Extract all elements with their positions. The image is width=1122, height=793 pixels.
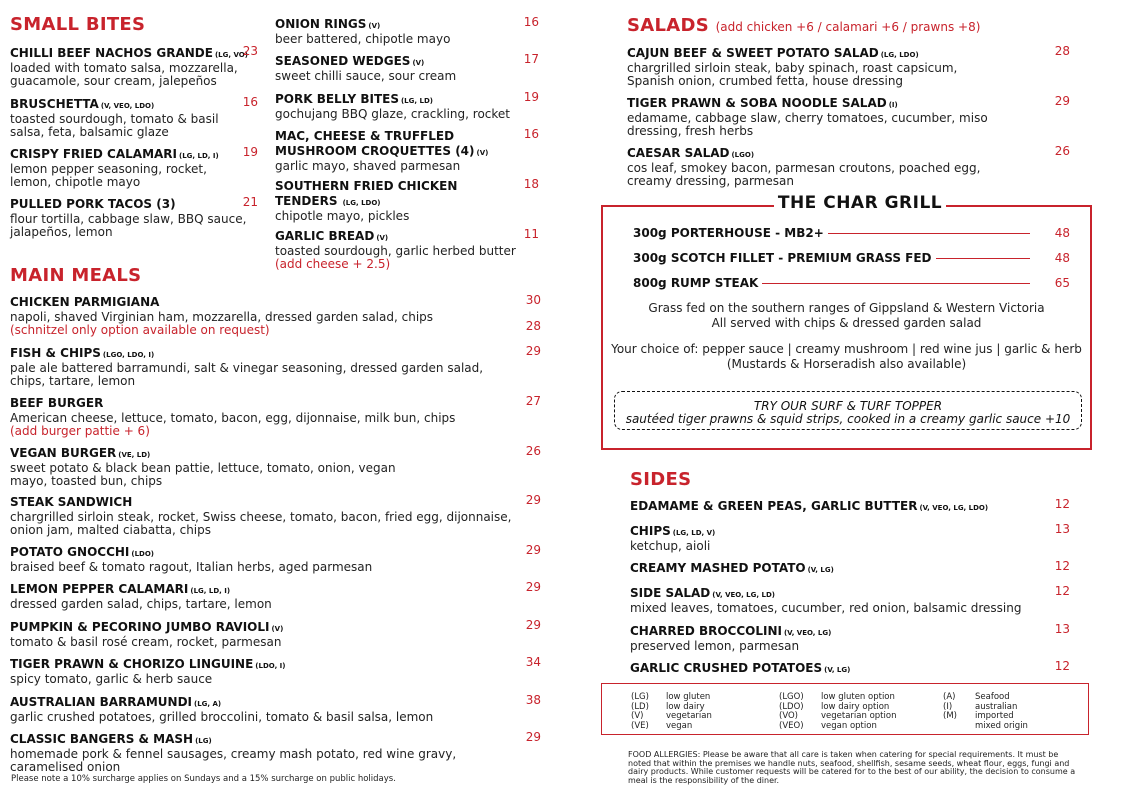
item-price: 29	[525, 618, 541, 632]
item-name: SOUTHERN FRIED CHICKEN TENDERS	[275, 179, 458, 208]
item-tags: (LG)	[195, 737, 212, 745]
item-name: CRISPY FRIED CALAMARI	[10, 147, 178, 161]
item-name: CAESAR SALAD	[627, 146, 730, 160]
item-price: 16	[523, 15, 539, 29]
item-tags: (LG, LDO)	[880, 51, 919, 59]
item-name: CHILLI BEEF NACHOS GRANDE	[10, 46, 213, 60]
item-description: spicy tomato, garlic & herb sauce	[10, 672, 213, 686]
legend-labels	[666, 693, 712, 731]
grill-info-line: All served with chips & dressed garden salad	[711, 316, 982, 330]
item-description: American cheese, lettuce, tomato, bacon, egg, dijonnaise, milk bun, chips	[10, 411, 456, 425]
item-tags: (LG, A)	[194, 700, 222, 708]
item-description: sweet potato & black bean pattie, lettuce, tomato, onion, vegan mayo, toasted bun, chips	[10, 461, 396, 488]
menu-item	[630, 498, 1070, 515]
item-price: 29	[525, 493, 541, 507]
menu-item	[630, 585, 1070, 615]
legend-labels	[821, 693, 896, 731]
item-description: chipotle mayo, pickles	[275, 209, 410, 223]
menu-item	[630, 523, 1070, 553]
menu-item	[10, 494, 541, 536]
item-name: CREAMY MASHED POTATO	[630, 561, 806, 575]
menu-item	[630, 560, 1070, 577]
legend-label: vegan option	[821, 720, 877, 731]
item-tags: (LG, LD, I)	[179, 152, 219, 160]
menu-item	[10, 96, 258, 138]
item-price: 29	[1054, 94, 1070, 108]
item-description: flour tortilla, cabbage slaw, BBQ sauce, jalapeños, lemon	[10, 212, 247, 239]
grill-sauce-line: Your choice of: pepper sauce | creamy mushroom | red wine jus | garlic & herb	[611, 342, 1082, 356]
item-tags: (LG, LD)	[400, 97, 433, 105]
item-tags: (V)	[376, 234, 389, 242]
item-description: tomato & basil rosé cream, rocket, parmesan	[10, 635, 282, 649]
item-description: preserved lemon, parmesan	[630, 639, 800, 653]
item-description: lemon pepper seasoning, rocket, lemon, chipotle mayo	[10, 162, 207, 189]
legend-codes	[631, 693, 649, 731]
legend-label: vegetarian	[666, 711, 712, 721]
item-tags: (V, VEO, LDO)	[100, 102, 155, 110]
item-name: VEGAN BURGER	[10, 446, 117, 460]
item-description: mixed leaves, tomatoes, cucumber, red onion, balsamic dressing	[630, 601, 1022, 615]
menu-item	[10, 656, 541, 686]
legend-label: mixed origin	[975, 720, 1028, 731]
item-price: 12	[1054, 559, 1070, 573]
grill-item-price: 65	[1054, 276, 1070, 290]
item-name: MAC, CHEESE & TRUFFLED MUSHROOM CROQUETTES (4)	[275, 129, 475, 158]
item-description: toasted sourdough, tomato & basil salsa, feta, balsamic glaze	[10, 112, 219, 139]
item-description: loaded with tomato salsa, mozzarella, guacamole, sour cream, jalepeños	[10, 61, 238, 88]
item-price: 26	[525, 444, 541, 458]
legend-code: (LG)	[631, 692, 649, 702]
legend-label: low dairy option	[821, 701, 890, 712]
section-title-main-meals: MAIN MEALS	[10, 265, 142, 286]
legend-code: (V)	[631, 711, 644, 721]
item-description: braised beef & tomato ragout, Italian herbs, aged parmesan	[10, 560, 373, 574]
item-price: 29	[525, 344, 541, 358]
grill-sauce-line: (Mustards & Horseradish also available)	[726, 357, 967, 371]
item-name: PORK BELLY BITES	[275, 92, 399, 106]
item-extra: (add burger pattie + 6)	[10, 423, 150, 438]
item-name: ONION RINGS	[275, 17, 367, 31]
topper-description: sautéed tiger prawns & squid strips, cooked in a creamy garlic sauce +10	[625, 411, 1071, 426]
menu-item	[10, 196, 258, 238]
legend-code: (VO)	[779, 711, 798, 721]
item-description: garlic mayo, shaved parmesan	[275, 159, 461, 173]
legend-label: low gluten option	[821, 692, 895, 702]
item-description: toasted sourdough, garlic herbed butter	[275, 244, 516, 258]
item-name: TIGER PRAWN & CHORIZO LINGUINE	[10, 657, 254, 671]
item-name: CLASSIC BANGERS & MASH	[10, 732, 194, 746]
item-price: 16	[523, 127, 539, 141]
menu-item	[275, 228, 539, 270]
legend-codes	[779, 693, 804, 731]
item-tags: (V)	[271, 625, 284, 633]
dietary-legend	[601, 683, 1089, 735]
item-tags: (V)	[412, 59, 425, 67]
item-description: sweet chilli sauce, sour cream	[275, 69, 457, 83]
grill-item-price: 48	[1054, 226, 1070, 240]
legend-code: (M)	[943, 711, 957, 721]
grill-info-line: Grass fed on the southern ranges of Gippsland & Western Victoria	[648, 301, 1045, 315]
item-price: 28	[1054, 44, 1070, 58]
item-tags: (LG, LD, I)	[190, 587, 231, 595]
surf-turf-topper-box	[614, 391, 1082, 430]
item-extra: (add cheese + 2.5)	[275, 256, 391, 271]
item-description: ketchup, aioli	[630, 539, 711, 553]
menu-item	[627, 45, 1070, 87]
item-description: homemade pork & fennel sausages, creamy mash potato, red wine gravy, caramelised onion	[10, 747, 457, 774]
char-grill-title: THE CHAR GRILL	[777, 193, 943, 213]
item-price: 29	[525, 580, 541, 594]
menu-item	[630, 660, 1070, 677]
grill-item-price: 48	[1054, 251, 1070, 265]
item-price: 18	[523, 177, 539, 191]
menu-item	[10, 694, 541, 724]
menu-item	[10, 731, 541, 773]
grill-item	[633, 251, 1070, 263]
legend-code: (LGO)	[779, 692, 804, 702]
item-tags: (LGO)	[731, 151, 755, 159]
item-name: GARLIC CRUSHED POTATOES	[630, 661, 823, 675]
menu-item	[275, 128, 539, 173]
item-name: EDAMAME & GREEN PEAS, GARLIC BUTTER	[630, 499, 918, 513]
legend-label: Seafood	[975, 692, 1010, 702]
item-name: GARLIC BREAD	[275, 229, 375, 243]
item-price: 23	[242, 44, 258, 58]
item-description: pale ale battered barramundi, salt & vinegar seasoning, dressed garden salad, chips, tartare, lemon	[10, 361, 484, 388]
item-price: 11	[523, 227, 539, 241]
legend-code: (A)	[943, 692, 956, 702]
surcharge-note: Please note a 10% surcharge applies on Sundays and a 15% surcharge on public holidays.	[11, 774, 396, 784]
legend-label: australian	[975, 701, 1018, 712]
item-price: 13	[1054, 522, 1070, 536]
item-name: BEEF BURGER	[10, 396, 104, 410]
item-price: 30	[525, 293, 541, 307]
legend-code: (LD)	[631, 701, 649, 712]
item-description: cos leaf, smokey bacon, parmesan croutons, poached egg, creamy dressing, parmesan	[627, 161, 981, 188]
char-grill-title-wrap	[774, 193, 946, 213]
item-price: 12	[1054, 659, 1070, 673]
legend-codes	[943, 693, 957, 722]
item-description: gochujang BBQ glaze, crackling, rocket	[275, 107, 511, 121]
item-price: 21	[242, 195, 258, 209]
item-name: CHARRED BROCCOLINI	[630, 624, 782, 638]
item-description: chargrilled sirloin steak, rocket, Swiss cheese, tomato, bacon, fried egg, dijonnaise, onion jam, malted ciabatta, chips	[10, 510, 512, 537]
menu-item	[10, 581, 541, 611]
item-name: CHIPS	[630, 524, 671, 538]
item-price: 29	[525, 730, 541, 744]
item-name: BRUSCHETTA	[10, 97, 99, 111]
item-description: edamame, cabbage slaw, cherry tomatoes, cucumber, miso dressing, fresh herbs	[627, 111, 988, 138]
item-description: dressed garden salad, chips, tartare, lemon	[10, 597, 272, 611]
menu-item	[10, 395, 541, 437]
grill-sourcing-info	[603, 301, 1090, 331]
item-tags: (LGO, LDO, I)	[102, 351, 155, 359]
item-tags: (LG, LD, V)	[672, 529, 716, 537]
grill-item	[633, 276, 1070, 288]
item-description: chargrilled sirloin steak, baby spinach, roast capsicum, Spanish onion, crumbed fetta, house dressing	[627, 61, 958, 88]
item-price: 19	[523, 90, 539, 104]
item-description: garlic crushed potatoes, grilled broccolini, tomato & basil salsa, lemon	[10, 710, 434, 724]
item-price: 12	[1054, 584, 1070, 598]
allergy-notice: FOOD ALLERGIES: Please be aware that all care is taken when catering for special requirements. It must be noted that within the premises we handle nuts, seafood, shellfish, sesame seeds, wheat flour, eggs, fungi and dairy products. While customer requests will be catered for to the best of our ability, the decision to consume a meal is the responsibility of the diner.	[628, 750, 1076, 785]
grill-item-name: 300g SCOTCH FILLET - PREMIUM GRASS FED	[633, 251, 936, 265]
item-tags: (I)	[888, 101, 898, 109]
item-description: napoli, shaved Virginian ham, mozzarella, dressed garden salad, chips	[10, 310, 434, 324]
menu-item	[627, 95, 1070, 137]
item-price-alt: 28	[525, 319, 541, 333]
item-name: STEAK SANDWICH	[10, 495, 133, 509]
item-tags: (V)	[368, 22, 381, 30]
item-tags: (V)	[476, 149, 489, 157]
item-tags: (LG, LDO)	[342, 199, 381, 207]
menu-item	[10, 445, 541, 487]
item-price: 16	[242, 95, 258, 109]
legend-code: (VEO)	[779, 720, 804, 731]
menu-item	[10, 294, 541, 336]
legend-code: (LDO)	[779, 701, 804, 712]
topper-title: TRY OUR SURF & TURF TOPPER	[753, 399, 943, 413]
item-name: PULLED PORK TACOS (3)	[10, 197, 176, 211]
item-name: POTATO GNOCCHI	[10, 545, 130, 559]
menu-item	[10, 619, 541, 649]
legend-code: (VE)	[631, 720, 649, 731]
menu-item	[275, 16, 539, 46]
item-name: LEMON PEPPER CALAMARI	[10, 582, 189, 596]
menu-item	[275, 53, 539, 83]
salads-title: SALADS	[627, 15, 710, 36]
legend-label: low gluten	[666, 692, 711, 702]
item-description: beer battered, chipotle mayo	[275, 32, 451, 46]
legend-label: low dairy	[666, 701, 705, 712]
legend-label: vegan	[666, 720, 693, 731]
menu-item	[10, 345, 541, 387]
item-price: 26	[1054, 144, 1070, 158]
salads-add-note: (add chicken +6 / calamari +6 / prawns +8)	[715, 20, 981, 34]
menu-item	[10, 45, 258, 87]
item-tags: (V, VEO, LG)	[783, 629, 832, 637]
item-price: 38	[525, 693, 541, 707]
item-tags: (LDO, I)	[255, 662, 286, 670]
menu-item	[275, 178, 539, 223]
grill-item	[633, 226, 1070, 238]
item-price: 13	[1054, 622, 1070, 636]
item-tags: (V, LG)	[807, 566, 834, 574]
legend-labels	[975, 693, 1028, 731]
item-price: 29	[525, 543, 541, 557]
item-name: CAJUN BEEF & SWEET POTATO SALAD	[627, 46, 879, 60]
grill-item-name: 800g RUMP STEAK	[633, 276, 762, 290]
item-tags: (LDO)	[131, 550, 155, 558]
menu-item	[275, 91, 539, 121]
item-tags: (V, VEO, LG, LD)	[712, 591, 775, 599]
grill-sauce-info	[603, 342, 1090, 372]
legend-label: imported	[975, 711, 1014, 721]
legend-label: vegetarian option	[821, 711, 897, 721]
item-extra: (schnitzel only option available on request)	[10, 322, 270, 337]
item-name: TIGER PRAWN & SOBA NOODLE SALAD	[627, 96, 887, 110]
item-tags: (V, LG)	[824, 666, 851, 674]
item-price: 17	[523, 52, 539, 66]
section-title-salads	[627, 15, 980, 36]
item-tags: (VE, LD)	[118, 451, 151, 459]
item-price: 27	[525, 394, 541, 408]
section-title-sides: SIDES	[630, 469, 692, 490]
item-name: CHICKEN PARMIGIANA	[10, 295, 160, 309]
menu-item	[630, 623, 1070, 653]
section-title-small-bites: SMALL BITES	[10, 14, 146, 35]
item-tags: (LG, VO)	[214, 51, 248, 59]
item-name: SIDE SALAD	[630, 586, 711, 600]
legend-code: (I)	[943, 701, 953, 712]
item-name: PUMPKIN & PECORINO JUMBO RAVIOLI	[10, 620, 270, 634]
menu-item	[10, 544, 541, 574]
menu-item	[10, 146, 258, 188]
item-price: 12	[1054, 497, 1070, 511]
item-price: 34	[525, 655, 541, 669]
item-name: SEASONED WEDGES	[275, 54, 411, 68]
item-name: FISH & CHIPS	[10, 346, 101, 360]
item-tags: (V, VEO, LG, LDO)	[919, 504, 989, 512]
grill-item-name: 300g PORTERHOUSE - MB2+	[633, 226, 828, 240]
item-name: AUSTRALIAN BARRAMUNDI	[10, 695, 192, 709]
menu-item	[627, 145, 1070, 187]
item-price: 19	[242, 145, 258, 159]
